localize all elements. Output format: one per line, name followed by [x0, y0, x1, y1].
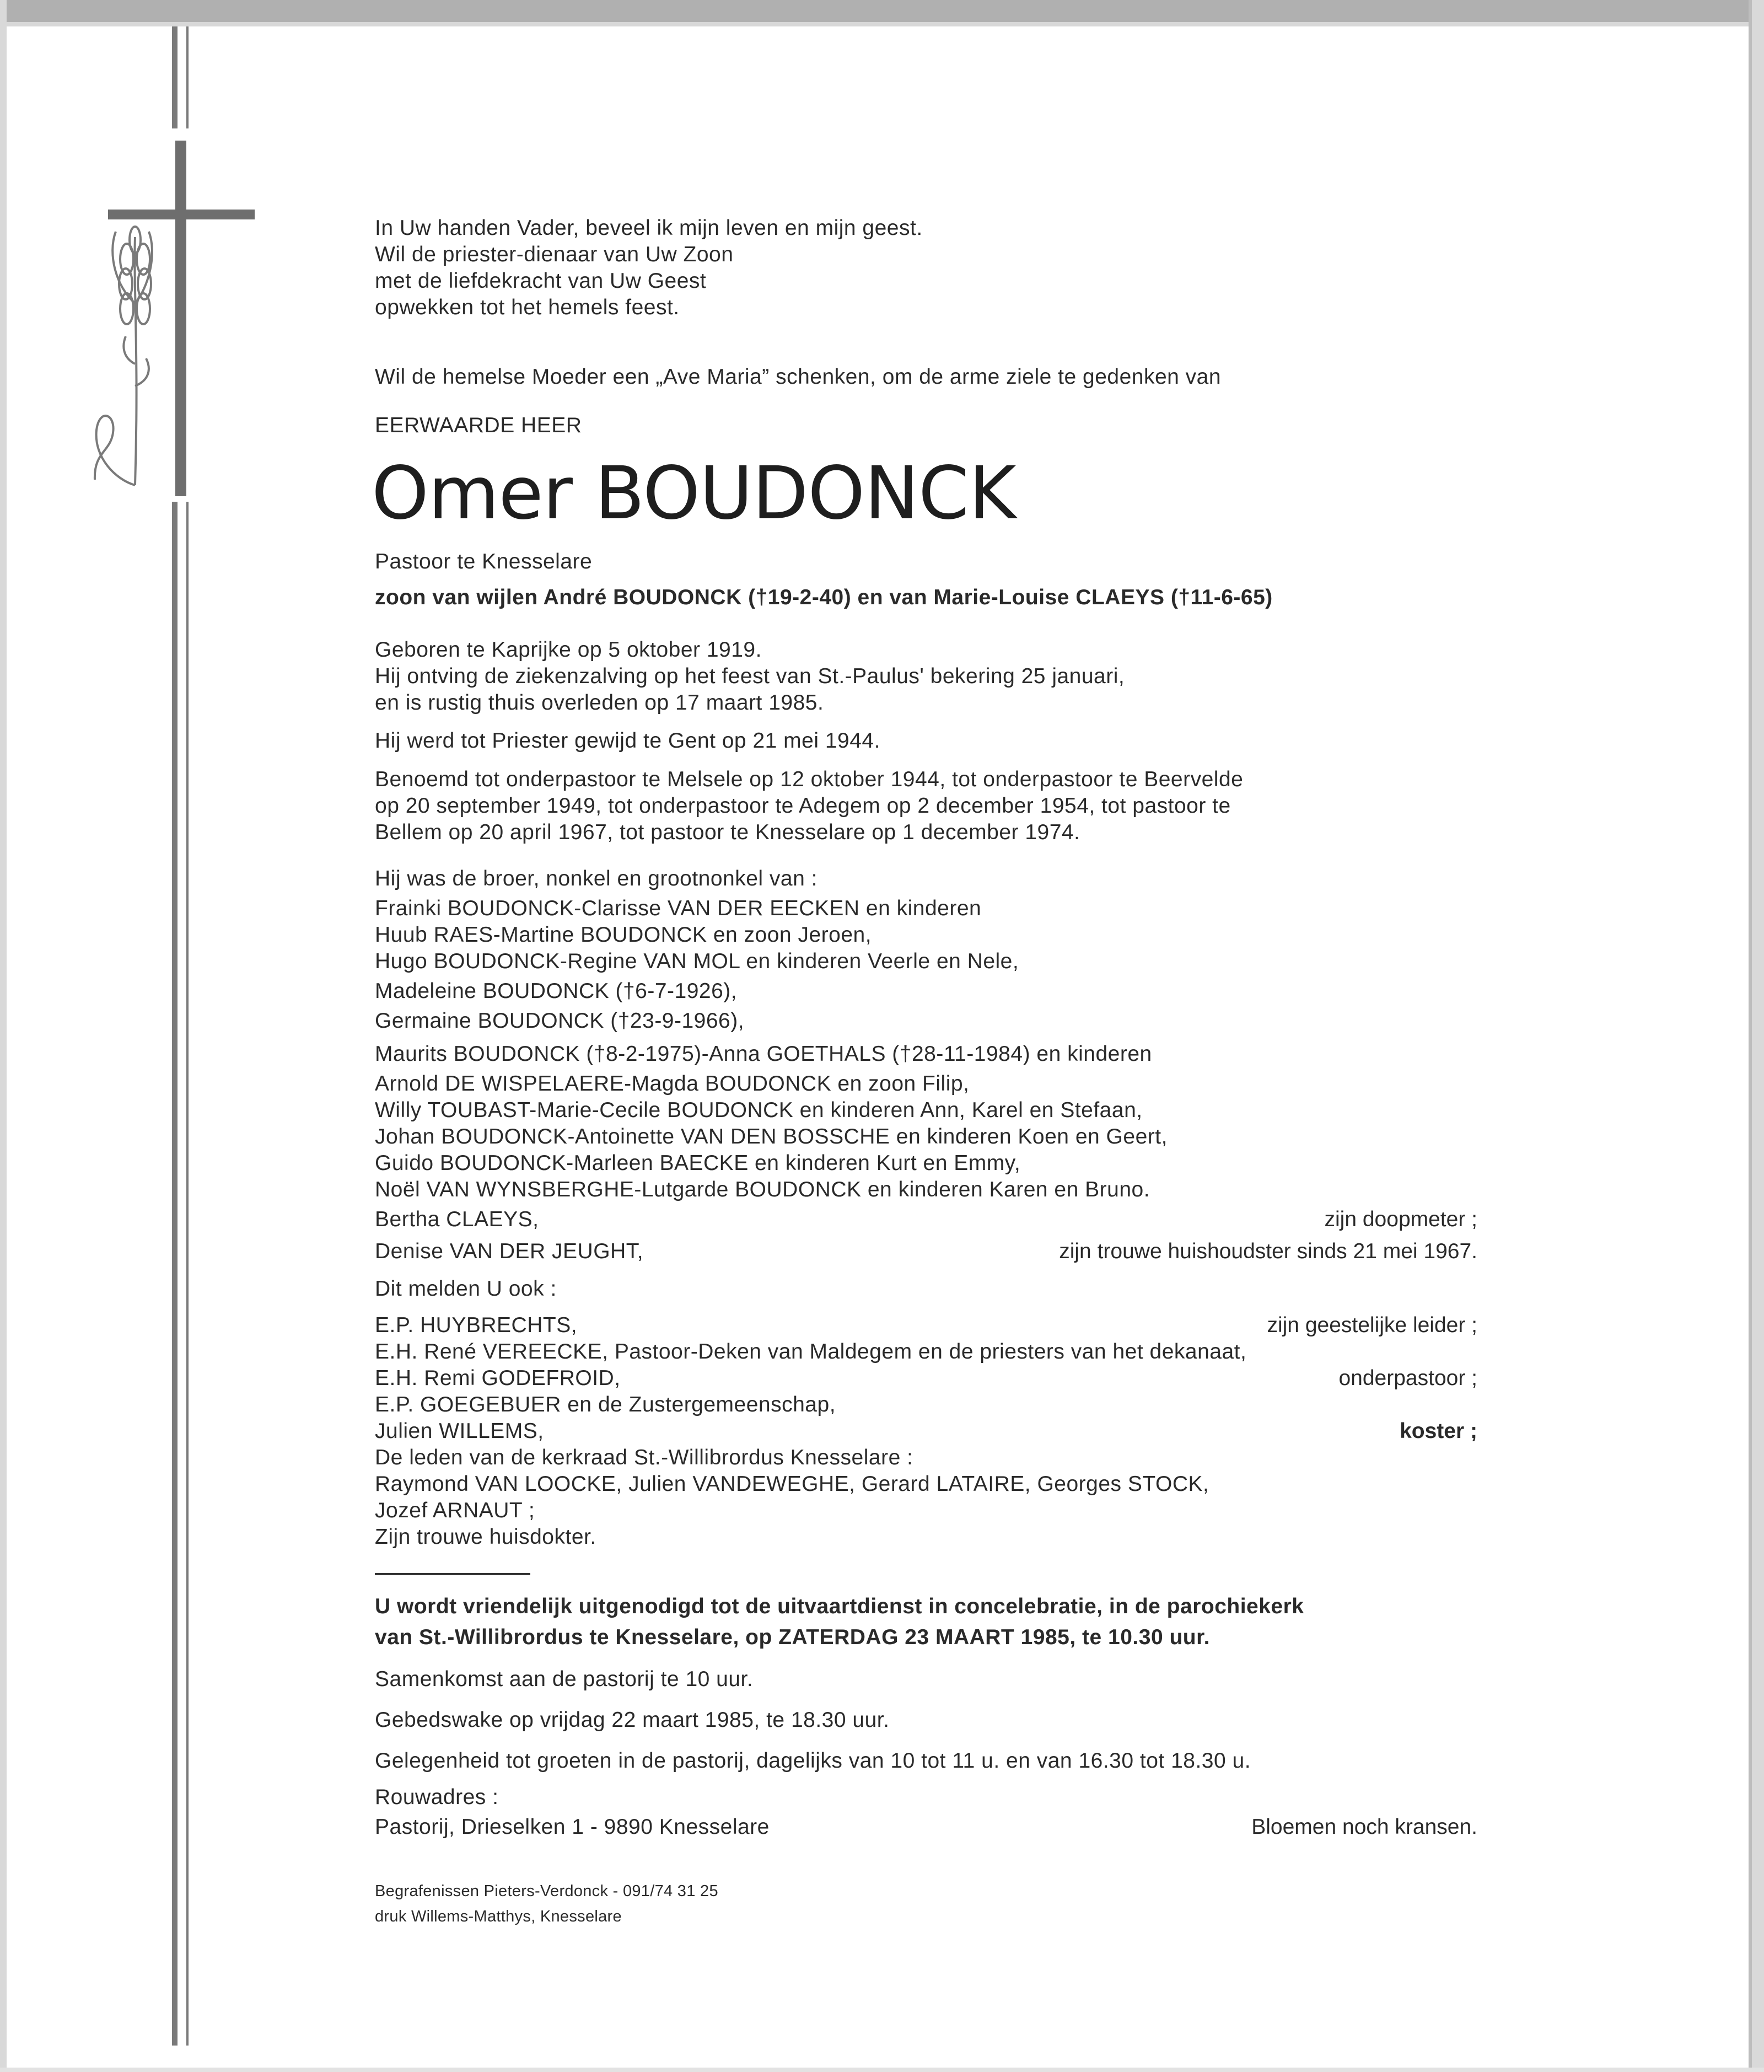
also-role: onderpastoor ; [1338, 1366, 1477, 1390]
housekeeper-role: zijn trouwe huishoudster sinds 21 mei 1967. [1059, 1239, 1477, 1263]
bio-line: Geboren te Kaprijke op 5 oktober 1919. [375, 638, 762, 662]
deceased-function: Pastoor te Knesselare [375, 550, 593, 573]
family-line: Madeleine BOUDONCK (†6-7-1926), [375, 979, 738, 1003]
also-line: E.H. René VEREECKE, Pastoor-Deken van Maldegem en de priesters van het dekanaat, [375, 1340, 1247, 1364]
invitation-line: U wordt vriendelijk uitgenodigd tot de uitvaartdienst in concelebratie, in de parochiekerk [375, 1595, 1304, 1618]
flowers-note: Bloemen noch kransen. [1251, 1815, 1477, 1839]
family-line: Frainki BOUDONCK-Clarisse VAN DER EECKEN en kinderen [375, 897, 982, 920]
scan-edge-top-inner [0, 22, 1764, 26]
scan-edge-top [0, 0, 1764, 22]
career-line: op 20 september 1949, tot onderpastoor te Adegem op 2 december 1954, tot pastoor te [375, 794, 1231, 818]
family-line: Germaine BOUDONCK (†23-9-1966), [375, 1009, 745, 1033]
vigil-line: Gebedswake op vrijdag 22 maart 1985, te 18.30 uur. [375, 1708, 890, 1732]
ordination-line: Hij werd tot Priester gewijd te Gent op 21 mei 1944. [375, 729, 880, 753]
prayer-line: In Uw handen Vader, beveel ik mijn leven en mijn geest. [375, 216, 923, 240]
visit-line: Gelegenheid tot groeten in de pastorij, dagelijks van 10 tot 11 u. en van 16.30 tot 18.30 u. [375, 1749, 1251, 1773]
scan-edge-right [1752, 0, 1764, 2072]
honorific-title: EERWAARDE HEER [375, 414, 582, 437]
scan-edge-bottom [0, 2068, 1764, 2072]
bio-line: en is rustig thuis overleden op 17 maart 1985. [375, 691, 824, 715]
family-line: Maurits BOUDONCK (†8-2-1975)-Anna GOETHALS (†28-11-1984) en kinderen [375, 1042, 1152, 1066]
family-line: Willy TOUBAST-Marie-Cecile BOUDONCK en kinderen Ann, Karel en Stefaan, [375, 1098, 1143, 1122]
also-line: De leden van de kerkraad St.-Willibrordus Knesselare : [375, 1446, 913, 1469]
vertical-rule-upper [172, 26, 178, 128]
also-line: Jozef ARNAUT ; [375, 1499, 535, 1522]
meeting-line: Samenkomst aan de pastorij te 10 uur. [375, 1667, 754, 1691]
also-line: E.P. HUYBRECHTS, [375, 1313, 578, 1337]
prayer-line: opwekken tot het hemels feest. [375, 296, 680, 319]
also-role: zijn geestelijke leider ; [1267, 1313, 1477, 1337]
footer-line: druk Willems-Matthys, Knesselare [375, 1908, 622, 1925]
family-intro: Hij was de broer, nonkel en grootnonkel van : [375, 867, 818, 890]
bio-line: Hij ontving de ziekenzalving op het feest van St.-Paulus' bekering 25 januari, [375, 664, 1125, 688]
also-line: Julien WILLEMS, [375, 1419, 544, 1443]
career-line: Benoemd tot onderpastoor te Melsele op 12 oktober 1944, tot onderpastoor te Beervelde [375, 767, 1244, 791]
wheat-icon [83, 221, 176, 496]
also-line: Raymond VAN LOOCKE, Julien VANDEWEGHE, Gerard LATAIRE, Georges STOCK, [375, 1472, 1209, 1496]
address-label: Rouwadres : [375, 1785, 499, 1809]
ave-maria-request: Wil de hemelse Moeder een „Ave Maria” schenken, om de arme ziele te gedenken van [375, 365, 1222, 389]
family-line: Hugo BOUDONCK-Regine VAN MOL en kinderen Veerle en Nele, [375, 949, 1019, 973]
family-line: Noël VAN WYNSBERGHE-Lutgarde BOUDONCK en kinderen Karen en Bruno. [375, 1178, 1150, 1201]
also-line: E.H. Remi GODEFROID, [375, 1366, 621, 1390]
also-role: koster ; [1400, 1419, 1477, 1443]
family-line: Johan BOUDONCK-Antoinette VAN DEN BOSSCHE en kinderen Koen en Geert, [375, 1125, 1168, 1148]
cross-icon [175, 141, 186, 496]
prayer-line: Wil de priester-dienaar van Uw Zoon [375, 243, 734, 266]
address-line: Pastorij, Drieselken 1 - 9890 Knesselare [375, 1815, 770, 1839]
also-intro: Dit melden U ook : [375, 1277, 557, 1301]
deceased-name: Omer BOUDONCK [372, 451, 1016, 536]
footer-line: Begrafenissen Pieters-Verdonck - 091/74 31 25 [375, 1882, 718, 1900]
family-line: Huub RAES-Martine BOUDONCK en zoon Jeroen, [375, 923, 872, 947]
family-line: Arnold DE WISPELAERE-Magda BOUDONCK en zoon Filip, [375, 1072, 970, 1096]
cross-bar [108, 210, 255, 219]
vertical-rule-lower [172, 502, 178, 2046]
also-line: Zijn trouwe huisdokter. [375, 1525, 596, 1549]
vertical-rule-upper-thin [186, 26, 189, 128]
godmother-role: zijn doopmeter ; [1324, 1207, 1477, 1231]
housekeeper-name: Denise VAN DER JEUGHT, [375, 1239, 644, 1263]
godmother-name: Bertha CLAEYS, [375, 1207, 539, 1231]
career-line: Bellem op 20 april 1967, tot pastoor te Knesselare op 1 december 1974. [375, 820, 1080, 844]
family-line: Guido BOUDONCK-Marleen BAECKE en kinderen Kurt en Emmy, [375, 1151, 1021, 1175]
parents-line: zoon van wijlen André BOUDONCK (†19-2-40) en van Marie-Louise CLAEYS (†11-6-65) [375, 586, 1273, 609]
separator-rule [375, 1573, 530, 1575]
invitation-line: van St.-Willibrordus te Knesselare, op ZATERDAG 23 MAART 1985, te 10.30 uur. [375, 1625, 1210, 1649]
also-line: E.P. GOEGEBUER en de Zustergemeenschap, [375, 1393, 836, 1416]
prayer-line: met de liefdekracht van Uw Geest [375, 269, 707, 293]
scan-edge-left [0, 0, 7, 2072]
vertical-rule-lower-thin [186, 502, 189, 2046]
